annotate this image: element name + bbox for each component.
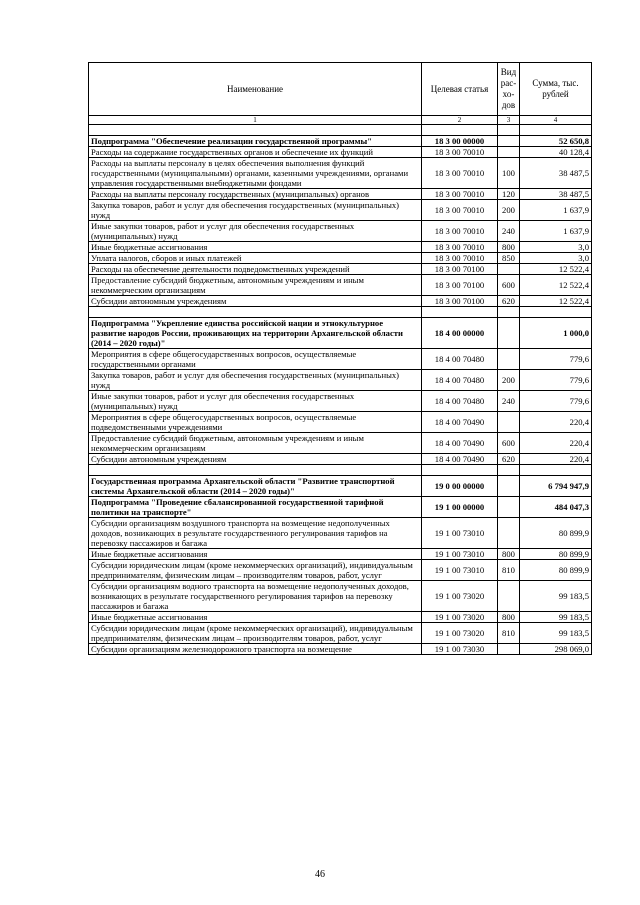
row-expense-type: 600 [498, 275, 520, 296]
row-name: Расходы на выплаты персоналу государственных (муниципальных) органов [89, 189, 422, 200]
row-sum: 220,4 [520, 454, 592, 465]
spacer-cell [422, 125, 498, 136]
row-name: Субсидии юридическим лицам (кроме некоммерческих организаций), индивидуальным предпринимателям, физическим лицам – производителям товаров, работ, услуг [89, 560, 422, 581]
header-sum: Сумма, тыс. рублей [520, 63, 592, 116]
table-row [89, 497, 592, 518]
row-name: Иные бюджетные ассигнования [89, 549, 422, 560]
spacer-row [89, 465, 592, 476]
row-sum: 80 899,9 [520, 518, 592, 549]
row-expense-type: 620 [498, 454, 520, 465]
row-target-code: 18 4 00 00000 [422, 318, 498, 349]
row-sum: 38 487,5 [520, 158, 592, 189]
row-sum: 12 522,4 [520, 264, 592, 275]
row-target-code: 19 1 00 73020 [422, 623, 498, 644]
row-name: Закупка товаров, работ и услуг для обеспечения государственных (муниципальных) нужд [89, 370, 422, 391]
row-sum: 99 183,5 [520, 612, 592, 623]
row-name: Предоставление субсидий бюджетным, автономным учреждениям и иным некоммерческим организациям [89, 275, 422, 296]
row-sum: 12 522,4 [520, 275, 592, 296]
row-target-code: 18 3 00 70100 [422, 275, 498, 296]
column-number: 4 [520, 116, 592, 125]
table-row [89, 200, 592, 221]
row-expense-type [498, 644, 520, 655]
row-sum: 6 794 947,9 [520, 476, 592, 497]
row-target-code: 18 4 00 70480 [422, 370, 498, 391]
row-target-code: 18 3 00 70010 [422, 158, 498, 189]
row-target-code: 19 1 00 73020 [422, 581, 498, 612]
row-expense-type: 800 [498, 549, 520, 560]
table-header-row [89, 63, 592, 116]
row-expense-type: 800 [498, 242, 520, 253]
row-expense-type [498, 349, 520, 370]
row-sum: 484 047,3 [520, 497, 592, 518]
table-row [89, 391, 592, 412]
table-row [89, 296, 592, 307]
spacer-cell [422, 465, 498, 476]
row-expense-type [498, 581, 520, 612]
table-row [89, 623, 592, 644]
row-expense-type: 810 [498, 623, 520, 644]
table-row [89, 476, 592, 497]
row-sum: 779,6 [520, 349, 592, 370]
row-expense-type: 240 [498, 221, 520, 242]
row-name: Закупка товаров, работ и услуг для обеспечения государственных (муниципальных) нужд [89, 200, 422, 221]
row-target-code: 19 1 00 73010 [422, 560, 498, 581]
spacer-cell [498, 307, 520, 318]
table-row [89, 158, 592, 189]
table-row [89, 275, 592, 296]
row-target-code: 18 3 00 00000 [422, 136, 498, 147]
row-name: Подпрограмма "Укрепление единства российской нации и этнокультурное развитие народов России, проживающих на территории Архангельской области (2014 – 2020 годы)" [89, 318, 422, 349]
table-row [89, 454, 592, 465]
row-name: Субсидии организациям воздушного транспорта на возмещение недополученных доходов, возникающих в результате государственного регулирования тарифов на перевозку пассажиров и багажа [89, 518, 422, 549]
row-sum: 1 637,9 [520, 200, 592, 221]
budget-table [88, 62, 592, 655]
table-row [89, 581, 592, 612]
row-sum: 1 000,0 [520, 318, 592, 349]
row-name: Иные закупки товаров, работ и услуг для обеспечения государственных (муниципальных) нужд [89, 391, 422, 412]
row-expense-type [498, 497, 520, 518]
row-expense-type [498, 476, 520, 497]
row-name: Иные бюджетные ассигнования [89, 242, 422, 253]
spacer-cell [520, 125, 592, 136]
row-name: Субсидии автономным учреждениям [89, 296, 422, 307]
row-sum: 52 650,8 [520, 136, 592, 147]
row-name: Иные бюджетные ассигнования [89, 612, 422, 623]
row-name: Субсидии организациям железнодорожного транспорта на возмещение [89, 644, 422, 655]
row-sum: 3,0 [520, 242, 592, 253]
row-expense-type: 100 [498, 158, 520, 189]
row-target-code: 18 3 00 70010 [422, 253, 498, 264]
row-name: Расходы на выплаты персоналу в целях обеспечения выполнения функций государственными (муниципальными) органами, казенными учреждениями, органами управления государственными внебюджетными фондами [89, 158, 422, 189]
row-name: Государственная программа Архангельской области "Развитие транспортной системы Архангельской области (2014 – 2020 годы)" [89, 476, 422, 497]
row-name: Субсидии юридическим лицам (кроме некоммерческих организаций), индивидуальным предпринимателям, физическим лицам – производителям товаров, работ, услуг [89, 623, 422, 644]
row-target-code: 19 1 00 73020 [422, 612, 498, 623]
row-sum: 38 487,5 [520, 189, 592, 200]
spacer-cell [89, 307, 422, 318]
table-row [89, 147, 592, 158]
row-sum: 779,6 [520, 391, 592, 412]
row-expense-type: 620 [498, 296, 520, 307]
table-row [89, 189, 592, 200]
row-expense-type: 200 [498, 370, 520, 391]
spacer-cell [520, 307, 592, 318]
row-name: Подпрограмма "Проведение сбалансированной государственной тарифной политики на транспорте" [89, 497, 422, 518]
row-target-code: 18 4 00 70490 [422, 454, 498, 465]
spacer-cell [89, 125, 422, 136]
row-sum: 779,6 [520, 370, 592, 391]
row-sum: 40 128,4 [520, 147, 592, 158]
table-row [89, 264, 592, 275]
row-name: Уплата налогов, сборов и иных платежей [89, 253, 422, 264]
row-name: Иные закупки товаров, работ и услуг для обеспечения государственных (муниципальных) нужд [89, 221, 422, 242]
table-row [89, 412, 592, 433]
row-expense-type: 120 [498, 189, 520, 200]
header-target: Целевая статья [422, 63, 498, 116]
table-row [89, 612, 592, 623]
row-expense-type: 240 [498, 391, 520, 412]
row-target-code: 19 1 00 73030 [422, 644, 498, 655]
spacer-row [89, 307, 592, 318]
row-name: Подпрограмма "Обеспечение реализации государственной программы" [89, 136, 422, 147]
row-name: Мероприятия в сфере общегосударственных вопросов, осуществляемые подведомственными учреждениями [89, 412, 422, 433]
table-row [89, 560, 592, 581]
row-sum: 220,4 [520, 433, 592, 454]
row-name: Мероприятия в сфере общегосударственных вопросов, осуществляемые государственными органами [89, 349, 422, 370]
row-target-code: 18 4 00 70480 [422, 349, 498, 370]
row-target-code: 18 4 00 70490 [422, 433, 498, 454]
table-row [89, 349, 592, 370]
spacer-cell [89, 465, 422, 476]
row-sum: 80 899,9 [520, 560, 592, 581]
table-row [89, 318, 592, 349]
row-expense-type [498, 412, 520, 433]
row-name: Субсидии автономным учреждениям [89, 454, 422, 465]
row-sum: 1 637,9 [520, 221, 592, 242]
row-sum: 298 069,0 [520, 644, 592, 655]
table-row [89, 518, 592, 549]
row-name: Расходы на содержание государственных органов и обеспечение их функций [89, 147, 422, 158]
row-name: Предоставление субсидий бюджетным, автономным учреждениям и иным некоммерческим организациям [89, 433, 422, 454]
row-target-code: 19 1 00 00000 [422, 497, 498, 518]
table-row [89, 136, 592, 147]
table-row [89, 549, 592, 560]
row-expense-type: 850 [498, 253, 520, 264]
table-row [89, 242, 592, 253]
header-type: Вид рас-хо-дов [498, 63, 520, 116]
row-sum: 99 183,5 [520, 581, 592, 612]
row-sum: 12 522,4 [520, 296, 592, 307]
row-sum: 3,0 [520, 253, 592, 264]
spacer-cell [520, 465, 592, 476]
row-expense-type [498, 136, 520, 147]
row-expense-type [498, 318, 520, 349]
column-number: 1 [89, 116, 422, 125]
spacer-row [89, 125, 592, 136]
row-target-code: 18 4 00 70480 [422, 391, 498, 412]
page-number: 46 [315, 869, 325, 880]
row-target-code: 19 1 00 73010 [422, 518, 498, 549]
row-name: Расходы на обеспечение деятельности подведомственных учреждений [89, 264, 422, 275]
spacer-cell [498, 465, 520, 476]
row-sum: 99 183,5 [520, 623, 592, 644]
row-sum: 220,4 [520, 412, 592, 433]
row-target-code: 18 3 00 70100 [422, 296, 498, 307]
row-expense-type: 810 [498, 560, 520, 581]
row-target-code: 18 3 00 70010 [422, 200, 498, 221]
row-target-code: 18 3 00 70010 [422, 221, 498, 242]
row-target-code: 18 3 00 70010 [422, 189, 498, 200]
row-target-code: 18 3 00 70100 [422, 264, 498, 275]
table-row [89, 433, 592, 454]
row-target-code: 19 1 00 73010 [422, 549, 498, 560]
spacer-cell [422, 307, 498, 318]
row-name: Субсидии организациям водного транспорта на возмещение недополученных доходов, возникающих в результате государственного регулирования тарифов на перевозку пассажиров и багажа [89, 581, 422, 612]
table-row [89, 253, 592, 264]
row-expense-type [498, 264, 520, 275]
row-expense-type: 600 [498, 433, 520, 454]
row-expense-type: 800 [498, 612, 520, 623]
row-target-code: 19 0 00 00000 [422, 476, 498, 497]
row-expense-type: 200 [498, 200, 520, 221]
table-row [89, 370, 592, 391]
header-name: Наименование [89, 63, 422, 116]
row-target-code: 18 3 00 70010 [422, 242, 498, 253]
row-expense-type [498, 147, 520, 158]
column-number: 2 [422, 116, 498, 125]
row-expense-type [498, 518, 520, 549]
column-number-row [89, 116, 592, 125]
column-number: 3 [498, 116, 520, 125]
table-row [89, 644, 592, 655]
table-row [89, 221, 592, 242]
row-target-code: 18 3 00 70010 [422, 147, 498, 158]
row-target-code: 18 4 00 70490 [422, 412, 498, 433]
row-sum: 80 899,9 [520, 549, 592, 560]
spacer-cell [498, 125, 520, 136]
